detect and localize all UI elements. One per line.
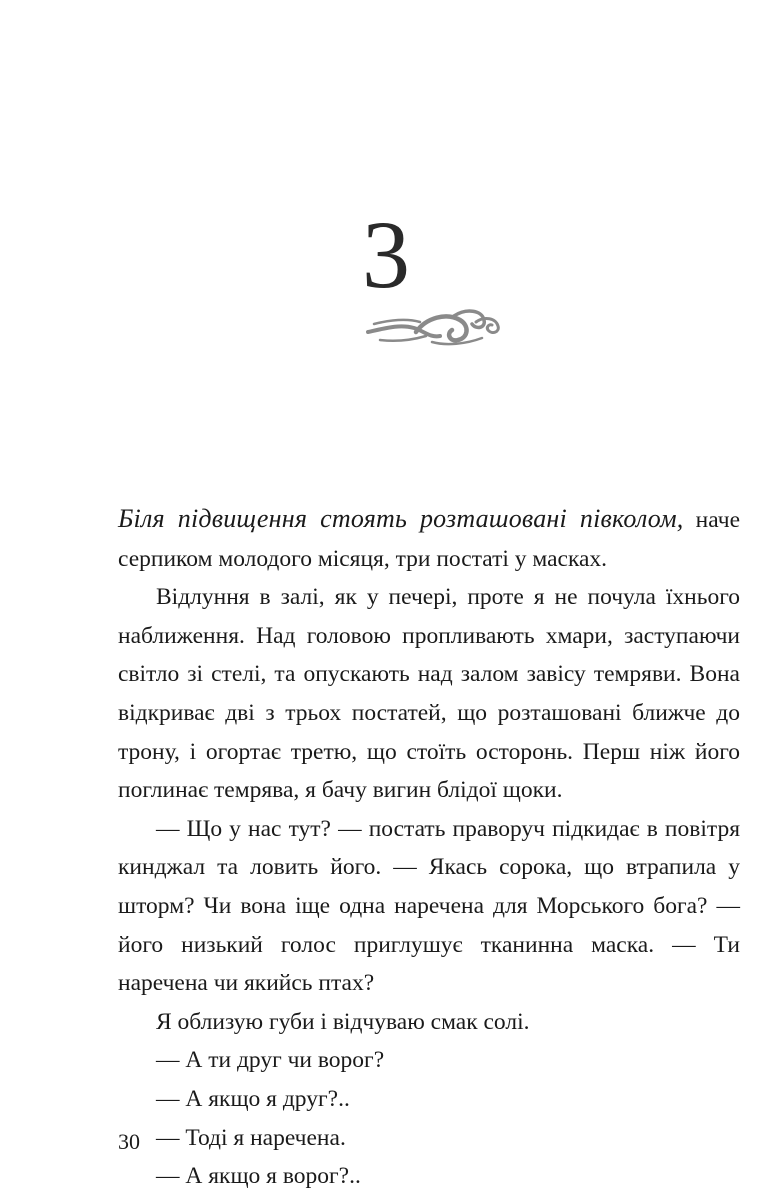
paragraph-text: наче серпиком молодого місяця, три постаті у масках.: [118, 507, 740, 572]
dialogue-line: — Тоді я наречена.: [156, 1124, 346, 1151]
paragraph: Відлуння в залі, як у печері, проте я не почула їхнього наближення. Над головою пропливають хмари, заступаючи світло зі стелі, та опускають над залом завісу темряви. Вона відкриває дві з трьох постатей, що розташовані ближче до трону, і огортає третю, що стоїть осторонь. Перш ніж його поглинає темрява, я бачу вигин блідої щоки.: [118, 584, 740, 804]
dialogue-line: — А ти друг чи ворог?: [156, 1047, 385, 1074]
paragraph-opening: [118, 500, 740, 578]
dialogue-line: — А якщо я друг?..: [156, 1085, 350, 1112]
chapter-text: [118, 500, 740, 1196]
dialogue-line: — А якщо я ворог?..: [156, 1163, 361, 1190]
wave-swirl-ornament-icon: [366, 302, 506, 348]
paragraph: — Що у нас тут? — постать праворуч підкидає в повітря кинджал та ловить його. — Якась сорока, що втрапила у шторм? Чи вона іще одна наречена для Морського бога? — його низький голос приглушує тканинна маска. — Ти наречена чи якийсь птах?: [118, 815, 740, 997]
paragraph: Я облизую губи і відчуваю смак солі.: [156, 1008, 530, 1035]
chapter-number: 3: [362, 201, 410, 308]
lead-in-phrase: Біля підвищення стоять розташовані півколом,: [118, 504, 684, 533]
page-number: 30: [118, 1129, 140, 1154]
